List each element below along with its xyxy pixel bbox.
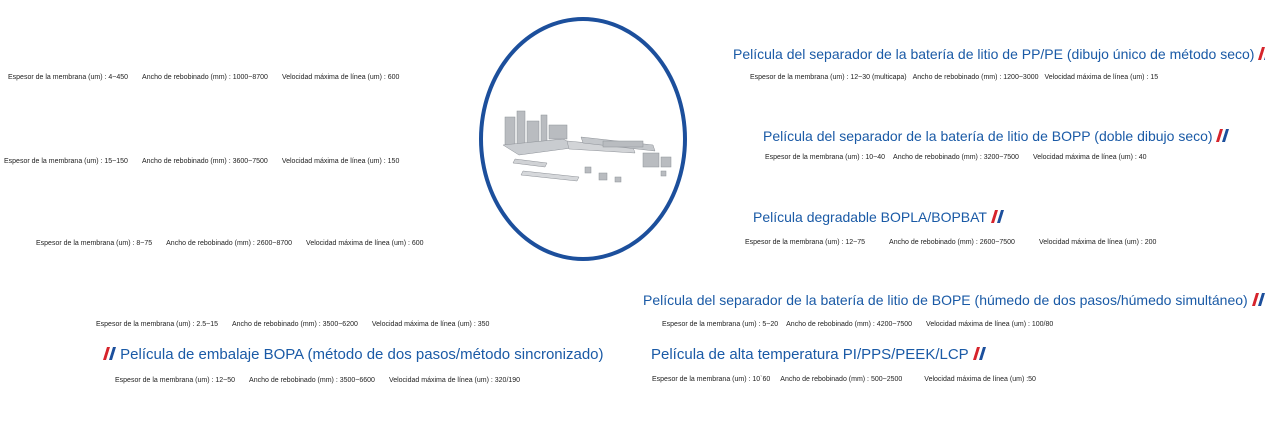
product-title: Película de alta temperatura PI/PPS/PEEK/LCP [651,346,986,364]
product-specs: Espesor de la membrana (um) : 12~30 (multicapa) Ancho de rebobinado (mm) : 1200~3000 Velocidad máxima de línea (um) : 15 [750,74,1159,81]
double-slash-icon [991,210,1004,223]
product-specs: Espesor de la membrana (um) : 8~75 Ancho de rebobinado (mm) : 2600~8700 Velocidad máxima de línea (um) : 600 [36,240,424,247]
product-specs: Espesor de la membrana (um) : 2.5~15 Ancho de rebobinado (mm) : 3500~6200 Velocidad máxima de línea (um) : 350 [96,321,490,328]
product-specs: Espesor de la membrana (um) : 10`60 Ancho de rebobinado (mm) : 500~2500 Velocidad máxima de línea (um) :50 [652,376,1036,383]
product-specs: Espesor de la membrana (um) : 10~40 Ancho de rebobinado (mm) : 3200~7500 Velocidad máxima de línea (um) : 40 [765,154,1147,161]
double-slash-icon [973,347,986,360]
product-specs: Espesor de la membrana (um) : 12~50 Ancho de rebobinado (mm) : 3500~6600 Velocidad máxima de línea (um) : 320/190 [115,377,521,384]
production-line-illustration [483,21,683,257]
double-slash-icon [1258,47,1265,60]
product-title: Película de embalaje BOPA (método de dos pasos/método sincronizado) [103,346,604,364]
double-slash-icon [1252,293,1265,306]
product-title: Película del separador de la batería de litio de BOPP (doble dibujo seco) [763,127,1229,145]
production-line-circle [479,17,687,261]
product-title: Película del separador de la batería de litio de BOPE (húmedo de dos pasos/húmedo simultáneo) [643,291,1265,309]
product-specs: Espesor de la membrana (um) : 15~150 Ancho de rebobinado (mm) : 3600~7500 Velocidad máxima de línea (um) : 150 [4,158,400,165]
product-specs: Espesor de la membrana (um) : 5~20 Ancho de rebobinado (mm) : 4200~7500 Velocidad máxima de línea (um) : 100/80 [662,321,1054,328]
product-specs: Espesor de la membrana (um) : 4~450 Ancho de rebobinado (mm) : 1000~8700 Velocidad máxima de línea (um) : 600 [8,74,400,81]
product-title: Película degradable BOPLA/BOPBAT [753,208,1004,226]
product-specs: Espesor de la membrana (um) : 12~75 Ancho de rebobinado (mm) : 2600~7500 Velocidad máxima de línea (um) : 200 [745,239,1157,246]
double-slash-icon [103,347,116,360]
product-title: Película del separador de la batería de litio de PP/PE (dibujo único de método seco) [733,45,1265,63]
double-slash-icon [1216,129,1229,142]
